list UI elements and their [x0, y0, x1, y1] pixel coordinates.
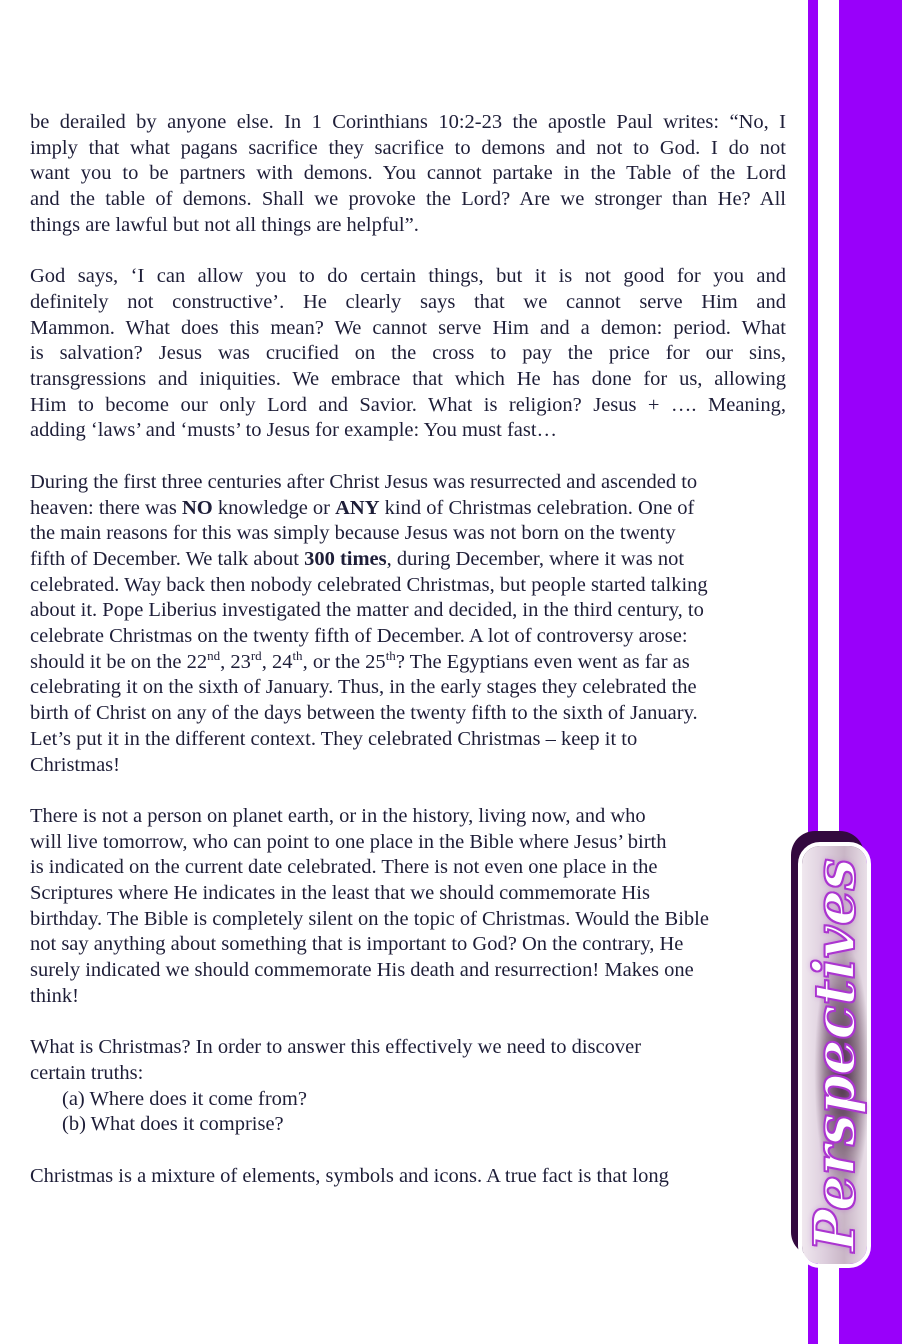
text-line: transgressions and iniquities. We embrace that which He has done for us, allowing [30, 368, 786, 391]
paragraph [30, 804, 786, 1010]
text-line: imply that what pagans sacrifice they sacrifice to demons and not to God. I do not [30, 136, 786, 159]
text-line: celebrating it on the sixth of January. Thus, in the early stages they celebrated the [30, 676, 697, 699]
text-line: certain truths: [30, 1061, 144, 1084]
text-line: definitely not constructive’. He clearly says that we cannot serve Him and [30, 290, 786, 313]
text-line: birthday. The Bible is completely silent on the topic of Christmas. Would the Bible [30, 907, 709, 930]
text-line: Christmas! [30, 753, 120, 776]
perspectives-tab-label: Perspectives [801, 858, 868, 1252]
text-line: should it be on the 22nd, 23rd, 24th, or the 25th? The Egyptians even went as far as [30, 647, 690, 673]
paragraph [62, 1087, 786, 1138]
text-line: surely indicated we should commemorate His death and resurrection! Makes one [30, 959, 694, 982]
paragraph [30, 1035, 786, 1086]
text-line: birth of Christ on any of the days between the twenty fifth to the sixth of January. [30, 702, 698, 725]
paragraph [30, 264, 786, 444]
text-line: fifth of December. We talk about 300 times, during December, where it was not [30, 547, 685, 570]
text-line: (b) What does it comprise? [62, 1113, 284, 1136]
text-line: not say anything about something that is important to God? On the contrary, He [30, 933, 684, 956]
text-line: the main reasons for this was simply because Jesus was not born on the twenty [30, 522, 676, 545]
text-line: Mammon. What does this mean? We cannot serve Him and a demon: period. What [30, 316, 786, 339]
text-line: Christmas is a mixture of elements, symbols and icons. A true fact is that long [30, 1164, 669, 1187]
text-line: celebrate Christmas on the twenty fifth of December. A lot of controversy arose: [30, 625, 688, 648]
text-line: be derailed by anyone else. In 1 Corinthians 10:2-23 the apostle Paul writes: “No, I [30, 111, 786, 133]
paragraph [30, 470, 786, 778]
text-line: celebrated. Way back then nobody celebrated Christmas, but people started talking [30, 573, 708, 596]
text-line: Scriptures where He indicates in the least that we should commemorate His [30, 882, 650, 905]
text-line: (a) Where does it come from? [62, 1087, 307, 1110]
text-column [30, 110, 786, 1215]
text-line: and the table of demons. Shall we provoke the Lord? Are we stronger than He? All [30, 188, 786, 211]
text-line: things are lawful but not all things are helpful”. [30, 213, 419, 236]
text-line: is indicated on the current date celebrated. There is not even one place in the [30, 856, 658, 879]
text-line: What is Christmas? In order to answer this effectively we need to discover [30, 1036, 642, 1059]
paragraph [30, 1164, 786, 1190]
perspectives-tab [798, 842, 871, 1268]
paragraph [30, 110, 786, 239]
text-line: will live tomorrow, who can point to one place in the Bible where Jesus’ birth [30, 830, 667, 853]
text-line: During the first three centuries after Christ Jesus was resurrected and ascended to [30, 470, 698, 493]
text-line: Let’s put it in the different context. They celebrated Christmas – keep it to [30, 727, 638, 750]
text-line: think! [30, 984, 79, 1007]
text-line: adding ‘laws’ and ‘musts’ to Jesus for example: You must fast… [30, 419, 558, 442]
text-line: is salvation? Jesus was crucified on the cross to pay the price for our sins, [30, 342, 786, 365]
text-line: want you to be partners with demons. You cannot partake in the Table of the Lord [30, 162, 786, 185]
text-line: heaven: there was NO knowledge or ANY kind of Christmas celebration. One of [30, 496, 695, 519]
text-line: There is not a person on planet earth, or in the history, living now, and who [30, 804, 646, 827]
text-line: about it. Pope Liberius investigated the matter and decided, in the third century, to [30, 599, 704, 622]
text-line: Him to become our only Lord and Savior. What is religion? Jesus + …. Meaning, [30, 393, 786, 416]
text-line: God says, ‘I can allow you to do certain things, but it is not good for you and [30, 265, 786, 288]
